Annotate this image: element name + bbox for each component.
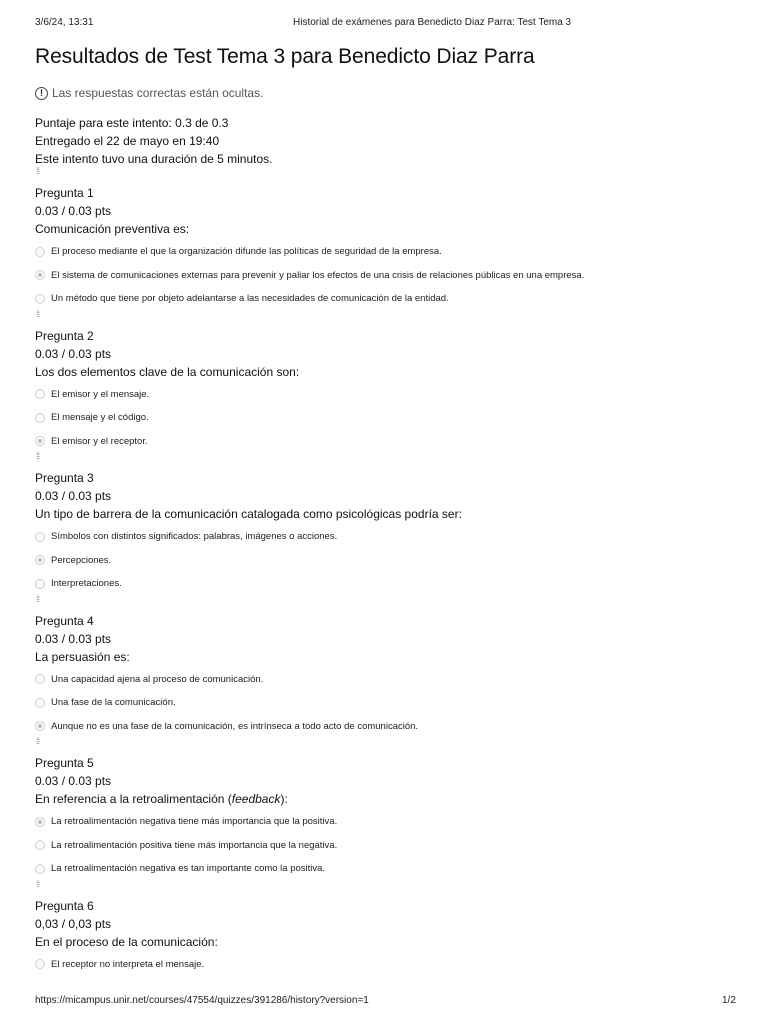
question-points: 0.03 / 0.03 pts [35, 489, 112, 503]
print-page-number: 1/2 [722, 995, 736, 1006]
drag-handle-icon[interactable]: ⁞⁞ [36, 166, 40, 176]
question-text-part: ): [280, 792, 288, 806]
answer-option[interactable] [35, 715, 735, 739]
question-title: Pregunta 2 [35, 328, 94, 343]
radio-unselected[interactable] [35, 698, 45, 708]
answer-list [35, 240, 735, 311]
quiz-results [35, 44, 735, 976]
question-block [35, 166, 735, 311]
question-title: Pregunta 1 [35, 186, 94, 200]
drag-handle-icon[interactable]: ⁞⁞ [36, 308, 40, 319]
radio-unselected[interactable] [35, 389, 45, 399]
print-url: https://micampus.unir.net/courses/47554/quizzes/391286/history?version=1 [35, 995, 369, 1006]
answer-label: La retroalimentación positiva tiene más importancia que la negativa. [51, 839, 338, 851]
question-points: 0.03 / 0.03 pts [35, 774, 112, 788]
radio-unselected[interactable] [35, 532, 45, 542]
radio-unselected[interactable] [35, 294, 45, 304]
radio-unselected[interactable] [35, 247, 45, 257]
question-text [35, 790, 735, 808]
answer-option[interactable] [35, 240, 735, 264]
radio-unselected[interactable] [35, 674, 45, 684]
score-text: Puntaje para este intento: 0.3 de 0.3 [35, 116, 229, 130]
answer-label: Percepciones. [51, 554, 112, 566]
answer-label: El sistema de comunicaciones externas para prevenir y paliar los efectos de una crisis de relaciones públicas en una empresa. [51, 269, 585, 281]
print-footer [0, 995, 768, 1009]
answer-option[interactable] [35, 857, 735, 881]
question-points: 0.03 / 0.03 pts [35, 631, 112, 646]
answer-option[interactable] [35, 383, 735, 407]
answer-label: El mensaje y el código. [51, 412, 149, 424]
drag-handle-icon[interactable]: ⁞⁞ [36, 736, 40, 746]
answer-label: Una fase de la comunicación. [51, 697, 176, 709]
answer-list [35, 668, 735, 739]
drag-handle-icon[interactable]: ⁞⁞ [36, 878, 40, 889]
print-doc-title: Historial de exámenes para Benedicto Diaz Parra: Test Tema 3 [293, 17, 572, 28]
question-text: En el proceso de la comunicación: [35, 934, 218, 949]
answer-label: Una capacidad ajena al proceso de comunicación. [51, 673, 264, 685]
answer-option[interactable] [35, 691, 735, 715]
question-text: La persuasión es: [35, 649, 130, 664]
page-title: Resultados de Test Tema 3 para Benedicto Diaz Parra [35, 45, 535, 68]
radio-selected[interactable] [35, 721, 45, 731]
radio-selected[interactable] [35, 436, 45, 446]
question-block [35, 308, 735, 454]
question-block [35, 593, 735, 739]
answer-option[interactable] [35, 953, 735, 977]
answer-option[interactable] [35, 264, 735, 288]
drag-handle-icon[interactable]: ⁞⁞ [36, 593, 40, 604]
question-block [35, 736, 735, 881]
drag-handle-icon[interactable]: ⁞⁞ [36, 451, 40, 461]
answer-label: Símbolos con distintos significados: palabras, imágenes o acciones. [51, 531, 338, 543]
question-title: Pregunta 4 [35, 613, 94, 628]
question-block [35, 451, 735, 596]
answer-option[interactable] [35, 834, 735, 858]
hidden-answers-notice [35, 85, 735, 101]
radio-selected[interactable] [35, 555, 45, 565]
answer-label: El emisor y el mensaje. [51, 388, 150, 400]
submitted-text: Entregado el 22 de mayo en 19:40 [35, 134, 220, 148]
notice-text: Las respuestas correctas están ocultas. [52, 86, 264, 100]
answer-option[interactable] [35, 406, 735, 430]
answer-label: Interpretaciones. [51, 578, 122, 590]
radio-selected[interactable] [35, 817, 45, 827]
answer-label: El emisor y el receptor. [51, 435, 148, 447]
answer-label: El proceso mediante el que la organización difunde las políticas de seguridad de la empresa. [51, 246, 442, 258]
answer-option[interactable] [35, 430, 735, 454]
question-block [35, 878, 735, 977]
question-points: 0.03 / 0.03 pts [35, 204, 112, 218]
radio-unselected[interactable] [35, 959, 45, 969]
answer-label: El receptor no interpreta el mensaje. [51, 958, 205, 970]
answer-list [35, 810, 735, 881]
question-points: 0,03 / 0,03 pts [35, 916, 112, 931]
print-header [0, 17, 768, 31]
question-text: Comunicación preventiva es: [35, 222, 190, 236]
answer-option[interactable] [35, 810, 735, 834]
radio-selected[interactable] [35, 270, 45, 280]
answer-list [35, 953, 735, 977]
info-icon: ! [35, 87, 48, 100]
answer-list [35, 383, 735, 454]
question-text: Los dos elementos clave de la comunicación son: [35, 364, 300, 379]
radio-unselected[interactable] [35, 579, 45, 589]
radio-unselected[interactable] [35, 840, 45, 850]
radio-unselected[interactable] [35, 864, 45, 874]
answer-option[interactable] [35, 572, 735, 596]
question-text-part: En referencia a la retroalimentación ( [35, 792, 232, 806]
answer-option[interactable] [35, 668, 735, 692]
question-title: Pregunta 3 [35, 471, 94, 485]
answer-label: La retroalimentación negativa es tan importante como la positiva. [51, 863, 326, 875]
answer-label: La retroalimentación negativa tiene más importancia que la positiva. [51, 816, 338, 828]
question-list [35, 166, 735, 976]
question-text: Un tipo de barrera de la comunicación catalogada como psicológicas podría ser: [35, 507, 462, 521]
question-title: Pregunta 6 [35, 898, 94, 913]
answer-label: Un método que tiene por objeto adelantarse a las necesidades de comunicación de la entidad. [51, 293, 449, 305]
answer-label: Aunque no es una fase de la comunicación, es intrínseca a todo acto de comunicación. [51, 720, 419, 732]
answer-option[interactable] [35, 287, 735, 311]
radio-unselected[interactable] [35, 413, 45, 423]
print-date: 3/6/24, 13:31 [35, 17, 94, 28]
question-title: Pregunta 5 [35, 756, 94, 770]
answer-option[interactable] [35, 525, 735, 549]
duration-text: Este intento tuvo una duración de 5 minutos. [35, 152, 273, 166]
question-text-italic: feedback [231, 792, 281, 806]
attempt-summary [35, 114, 735, 168]
question-points: 0.03 / 0.03 pts [35, 346, 112, 361]
answer-option[interactable] [35, 549, 735, 573]
answer-list [35, 525, 735, 596]
